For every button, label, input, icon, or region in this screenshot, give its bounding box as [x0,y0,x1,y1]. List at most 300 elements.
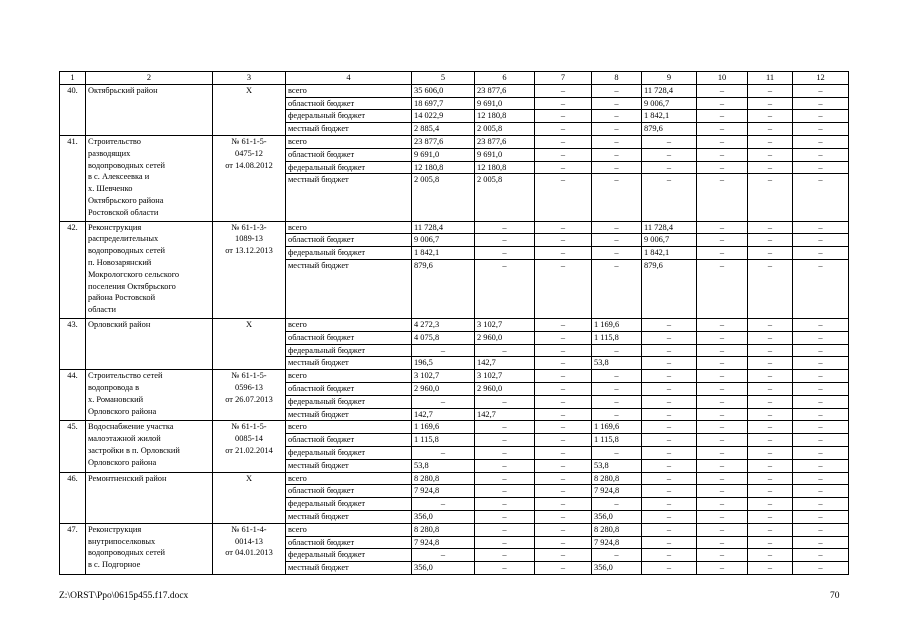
item-name-line: в с. Алексеевка и [88,172,150,182]
amount-cell: – [592,370,642,383]
amount-cell: – [475,344,535,357]
item-name-line: Ростовской области [88,207,159,217]
amount-cell: – [642,510,697,523]
amount-cell: – [592,123,642,136]
amount-cell: – [535,318,592,331]
item-name-line: области [88,305,116,315]
amount-cell: 3 102,7 [475,318,535,331]
amount-cell: – [642,174,697,221]
item-number: 45. [60,421,86,472]
amount-cell: 12 180,8 [412,161,475,174]
amount-cell: 879,6 [412,259,475,318]
amount-cell: – [642,331,697,344]
amount-cell: 53,8 [592,357,642,370]
amount-cell: – [642,472,697,485]
item-name-line: разводящих [88,148,131,158]
table-row [60,370,849,383]
funding-source-label: местный бюджет [286,562,412,575]
amount-cell: 8 280,8 [412,472,475,485]
amount-cell: 53,8 [412,459,475,472]
amount-cell: – [475,472,535,485]
amount-cell: 3 102,7 [412,370,475,383]
amount-cell: – [642,549,697,562]
item-name-line: Ремонтненский район [88,473,167,483]
amount-cell: – [592,344,642,357]
amount-cell: – [592,84,642,97]
amount-cell: 356,0 [592,510,642,523]
amount-cell: – [642,318,697,331]
amount-cell: – [697,498,748,511]
amount-cell: 23 877,6 [475,135,535,148]
amount-cell: 9 691,0 [475,148,535,161]
item-name-line: внутрипоселковых [88,536,156,546]
amount-cell: – [793,344,849,357]
amount-cell: – [697,174,748,221]
amount-cell: – [793,135,849,148]
amount-cell: – [748,382,793,395]
document-reference [213,421,286,472]
funding-source-label: областной бюджет [286,234,412,247]
amount-cell: – [535,434,592,447]
amount-cell: 23 877,6 [475,84,535,97]
funding-source-label: областной бюджет [286,434,412,447]
amount-cell: – [697,357,748,370]
amount-cell: – [535,161,592,174]
amount-cell: – [592,549,642,562]
item-name-line: водопровода в [88,382,140,392]
amount-cell: – [535,135,592,148]
amount-cell: – [592,259,642,318]
amount-cell: – [475,221,535,234]
amount-cell: 879,6 [642,259,697,318]
funding-source-label: федеральный бюджет [286,247,412,260]
amount-cell: 356,0 [412,510,475,523]
amount-cell: – [642,523,697,536]
amount-cell: – [748,472,793,485]
amount-cell: – [748,234,793,247]
amount-cell: 12 180,8 [475,161,535,174]
amount-cell: – [592,148,642,161]
item-name [86,472,213,523]
column-header: 9 [642,72,697,85]
document-reference-line: от 04.01.2013 [225,548,273,558]
amount-cell: – [642,459,697,472]
amount-cell: – [642,446,697,459]
amount-cell: – [535,498,592,511]
funding-source-label: местный бюджет [286,123,412,136]
document-reference-line: X [245,473,253,483]
amount-cell: – [697,523,748,536]
amount-cell: – [748,344,793,357]
amount-cell: – [697,408,748,421]
amount-cell: – [748,318,793,331]
item-number: 47. [60,523,86,574]
amount-cell: – [793,498,849,511]
amount-cell: – [697,110,748,123]
amount-cell: – [697,135,748,148]
amount-cell: – [475,523,535,536]
item-number: 43. [60,318,86,369]
amount-cell: – [475,536,535,549]
amount-cell: 14 022,9 [412,110,475,123]
funding-source-label: областной бюджет [286,382,412,395]
amount-cell: – [793,110,849,123]
amount-cell: – [475,259,535,318]
amount-cell: 12 180,8 [475,110,535,123]
amount-cell: – [748,148,793,161]
amount-cell: – [535,472,592,485]
item-number: 41. [60,135,86,221]
amount-cell: 1 842,1 [642,110,697,123]
amount-cell: – [793,485,849,498]
amount-cell: – [535,344,592,357]
amount-cell: – [475,510,535,523]
amount-cell: – [748,434,793,447]
amount-cell: 1 115,8 [592,434,642,447]
amount-cell: – [697,318,748,331]
amount-cell: – [697,247,748,260]
amount-cell: 8 280,8 [592,472,642,485]
amount-cell: – [697,370,748,383]
amount-cell: 9 006,7 [642,97,697,110]
amount-cell: 8 280,8 [592,523,642,536]
amount-cell: – [793,536,849,549]
amount-cell: – [535,97,592,110]
amount-cell: – [592,110,642,123]
amount-cell: – [697,472,748,485]
amount-cell: – [642,344,697,357]
amount-cell: – [412,395,475,408]
funding-source-label: всего [286,318,412,331]
column-header: 8 [592,72,642,85]
amount-cell: 1 115,8 [412,434,475,447]
amount-cell: – [748,84,793,97]
funding-source-label: областной бюджет [286,148,412,161]
amount-cell: – [748,446,793,459]
column-header: 3 [213,72,286,85]
amount-cell: – [697,161,748,174]
amount-cell: – [642,161,697,174]
amount-cell: – [412,446,475,459]
amount-cell: – [535,110,592,123]
document-reference-line: от 26.07.2013 [225,394,273,404]
item-number: 44. [60,370,86,421]
amount-cell: 9 691,0 [475,97,535,110]
column-header: 7 [535,72,592,85]
amount-cell: – [748,421,793,434]
document-reference-line: 0475-12 [235,148,263,158]
document-reference [213,523,286,574]
amount-cell: – [793,174,849,221]
funding-source-label: федеральный бюджет [286,161,412,174]
document-reference-line: 1089-13 [235,234,263,244]
funding-source-label: федеральный бюджет [286,110,412,123]
amount-cell: – [592,395,642,408]
amount-cell: – [748,510,793,523]
item-name-line: в с. Подгорное [88,560,141,570]
table-row [60,221,849,234]
amount-cell: – [748,459,793,472]
item-name-line: Водоснабжение участка [88,422,174,432]
amount-cell: – [697,549,748,562]
amount-cell: – [748,536,793,549]
amount-cell: – [793,221,849,234]
amount-cell: – [748,408,793,421]
amount-cell: – [793,549,849,562]
document-reference-line: от 14.08.2012 [225,160,273,170]
funding-source-label: всего [286,523,412,536]
amount-cell: – [793,247,849,260]
amount-cell: – [697,221,748,234]
amount-cell: 9 691,0 [412,148,475,161]
amount-cell: – [475,234,535,247]
amount-cell: – [592,234,642,247]
amount-cell: 3 102,7 [475,370,535,383]
amount-cell: – [535,446,592,459]
item-name-line: застройки в п. Орловский [88,445,180,455]
item-name-line: малоэтажной жилой [88,434,161,444]
document-reference-line: № 61-1-5- [231,371,267,381]
document-path: Z:\ORST\Ppo\0615p455.f17.docx [59,591,189,601]
amount-cell: – [535,485,592,498]
item-name-line: Реконструкция [88,222,142,232]
item-name [86,523,213,574]
amount-cell: – [748,395,793,408]
amount-cell: 142,7 [475,408,535,421]
amount-cell: – [697,395,748,408]
item-name-line: водопроводных сетей [88,160,166,170]
item-name-line: района Ростовской [88,293,156,303]
amount-cell: – [793,97,849,110]
item-name-line: водопроводных сетей [88,548,166,558]
document-reference [213,135,286,221]
funding-source-label: всего [286,84,412,97]
amount-cell: – [642,498,697,511]
amount-cell: – [748,331,793,344]
amount-cell: 2 960,0 [475,382,535,395]
amount-cell: – [748,549,793,562]
amount-cell: – [535,562,592,575]
amount-cell: – [748,485,793,498]
amount-cell: – [592,174,642,221]
header-row [60,72,849,85]
document-reference [213,221,286,318]
item-name [86,370,213,421]
amount-cell: – [535,536,592,549]
amount-cell: – [748,97,793,110]
funding-source-label: местный бюджет [286,259,412,318]
item-name [86,421,213,472]
amount-cell: – [475,421,535,434]
amount-cell: – [793,331,849,344]
funding-source-label: местный бюджет [286,174,412,221]
amount-cell: 11 728,4 [412,221,475,234]
item-name-line: Октябрьский район [88,85,158,95]
amount-cell: – [592,221,642,234]
document-reference-line: X [245,85,253,95]
amount-cell: – [793,408,849,421]
amount-cell: – [475,395,535,408]
amount-cell: – [535,357,592,370]
amount-cell: 2 885,4 [412,123,475,136]
amount-cell: – [592,498,642,511]
amount-cell: – [535,395,592,408]
amount-cell: – [475,562,535,575]
column-header: 12 [793,72,849,85]
amount-cell: 35 606,0 [412,84,475,97]
item-name [86,221,213,318]
amount-cell: – [793,382,849,395]
amount-cell: – [697,485,748,498]
amount-cell: – [535,234,592,247]
amount-cell: – [592,382,642,395]
item-name-line: Строительство сетей [88,371,163,381]
amount-cell: – [697,148,748,161]
amount-cell: – [748,221,793,234]
amount-cell: – [697,536,748,549]
amount-cell: – [535,549,592,562]
amount-cell: – [412,549,475,562]
amount-cell: – [793,472,849,485]
amount-cell: 9 006,7 [642,234,697,247]
amount-cell: 356,0 [412,562,475,575]
amount-cell: – [535,123,592,136]
amount-cell: – [697,510,748,523]
item-name-line: Орловский район [88,319,151,329]
amount-cell: – [475,459,535,472]
amount-cell: 9 006,7 [412,234,475,247]
amount-cell: – [592,408,642,421]
document-reference-line: 0085-14 [235,434,263,444]
amount-cell: – [748,135,793,148]
document-reference-line: № 61-1-5- [231,136,267,146]
item-name [86,135,213,221]
amount-cell: – [592,135,642,148]
document-reference [213,472,286,523]
page-number: 70 [830,591,840,601]
amount-cell: 2 960,0 [475,331,535,344]
item-name-line: Реконструкция [88,524,142,534]
amount-cell: – [793,370,849,383]
item-name [86,318,213,369]
amount-cell: 142,7 [475,357,535,370]
funding-source-label: областной бюджет [286,331,412,344]
amount-cell: – [793,148,849,161]
amount-cell: – [748,259,793,318]
document-reference [213,84,286,135]
funding-source-label: федеральный бюджет [286,498,412,511]
amount-cell: – [793,562,849,575]
amount-cell: – [592,247,642,260]
amount-cell: 53,8 [592,459,642,472]
funding-source-label: областной бюджет [286,536,412,549]
amount-cell: – [642,562,697,575]
item-name-line: х. Шевченко [88,184,133,194]
amount-cell: 142,7 [412,408,475,421]
funding-source-label: областной бюджет [286,485,412,498]
amount-cell: 196,5 [412,357,475,370]
amount-cell: – [793,259,849,318]
table-row [60,472,849,485]
item-name-line: п. Новозарянский [88,257,152,267]
amount-cell: – [642,434,697,447]
funding-source-label: областной бюджет [286,97,412,110]
item-name-line: Орловского района [88,406,157,416]
document-reference-line: 0014-13 [235,536,263,546]
document-reference [213,318,286,369]
amount-cell: – [642,135,697,148]
funding-source-label: всего [286,135,412,148]
document-reference-line: 0596-13 [235,382,263,392]
amount-cell: – [748,247,793,260]
amount-cell: 1 169,6 [412,421,475,434]
amount-cell: – [748,174,793,221]
amount-cell: – [535,408,592,421]
amount-cell: – [412,344,475,357]
amount-cell: – [642,421,697,434]
amount-cell: – [697,344,748,357]
amount-cell: – [592,161,642,174]
document-reference-line: от 21.02.2014 [225,445,273,455]
column-header: 4 [286,72,412,85]
amount-cell: – [642,370,697,383]
amount-cell: 4 075,8 [412,331,475,344]
amount-cell: 11 728,4 [642,84,697,97]
amount-cell: – [793,434,849,447]
item-name-line: х. Романовский [88,394,144,404]
amount-cell: – [535,331,592,344]
amount-cell: – [642,395,697,408]
amount-cell: – [535,259,592,318]
amount-cell: – [793,421,849,434]
amount-cell: – [793,123,849,136]
item-name [86,84,213,135]
amount-cell: 11 728,4 [642,221,697,234]
item-name-line: распределительных [88,234,159,244]
amount-cell: – [697,562,748,575]
item-number: 42. [60,221,86,318]
amount-cell: – [748,161,793,174]
funding-source-label: местный бюджет [286,357,412,370]
amount-cell: – [697,421,748,434]
column-header: 11 [748,72,793,85]
amount-cell: – [748,562,793,575]
amount-cell: – [642,408,697,421]
item-name-line: водопроводных сетей [88,246,166,256]
item-name-line: Орловского района [88,457,157,467]
amount-cell: – [535,247,592,260]
amount-cell: 7 924,8 [412,485,475,498]
amount-cell: – [592,446,642,459]
item-number: 40. [60,84,86,135]
amount-cell: 8 280,8 [412,523,475,536]
amount-cell: – [475,247,535,260]
item-name-line: Мокрологского сельского [88,269,180,279]
amount-cell: – [748,498,793,511]
amount-cell: 356,0 [592,562,642,575]
amount-cell: 7 924,8 [592,536,642,549]
amount-cell: – [475,549,535,562]
amount-cell: – [475,485,535,498]
amount-cell: – [642,536,697,549]
funding-source-label: всего [286,472,412,485]
amount-cell: – [475,434,535,447]
amount-cell: – [793,357,849,370]
amount-cell: – [535,221,592,234]
amount-cell: 879,6 [642,123,697,136]
column-header: 6 [475,72,535,85]
amount-cell: – [697,84,748,97]
